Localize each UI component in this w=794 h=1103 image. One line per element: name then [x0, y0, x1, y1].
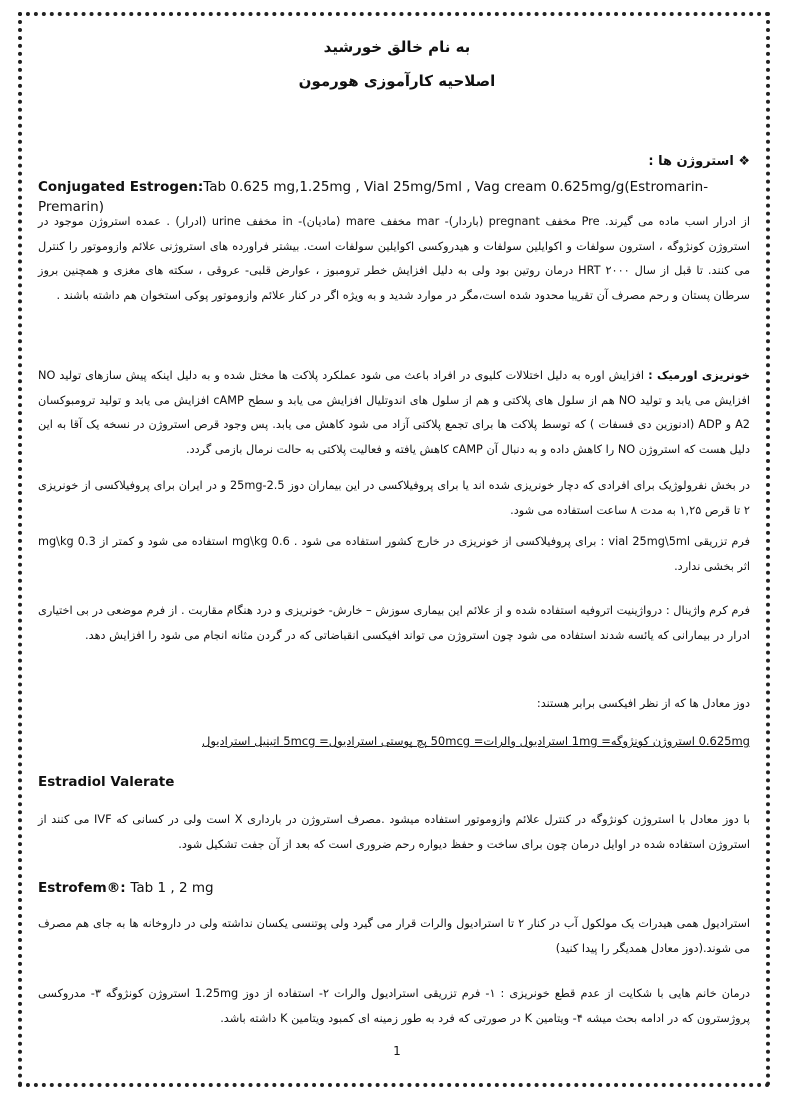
- paragraph-injectable: فرم تزریقی vial 25mg\5ml : برای پروفیلاکسی از خونریزی در خارج کشور استفاده می شود . 0.6 mg\kg استفاده می شود و کمتر از mg\kg 0.3 اثر بخشی ندارد.: [38, 535, 750, 573]
- section-heading-text: استروژن ها :: [648, 154, 734, 169]
- page-number: 1: [393, 1044, 401, 1058]
- estrofem-forms: Tab 1 , 2 mg: [130, 880, 214, 896]
- uremic-bleeding-text: افزایش اوره به دلیل اختلالات کلیوی در افراد باعث می شود عملکرد پلاکت ها مختل شده و به دلیل اینکه پیش سازهای تولید NO افزایش می یابد و تولید NO هم از سلول های پلاکتی و هم از سلول های اندوتلیال افزایش می یابد و سطح cAMP افزایش می یابد و تولید ترومبوکسان A2 و ADP (ادنوزین دی فسفات ) که توسط پلاکت ها برای تجمع پلاکتی آزاد می شود کاهش می یابد. پس وجود قرص استروژن در نسخه یک آقا به این دلیل هست که استروژن NO را کاهش داده و به دنبال آن cAMP کاهش یافته و فعالیت پلاکتی به حالت نرمال بازمی گردد.: [38, 369, 750, 456]
- diamond-bullet-icon: ❖: [738, 154, 750, 169]
- paragraph-uremic-bleeding: [38, 364, 750, 462]
- section-heading: [648, 154, 750, 169]
- paragraph-estradiol-hemihydrate: استرادیول همی هیدرات یک مولکول آب در کنار ۲ تا استرادیول والرات قرار می گیرد ولی پوتنسی یکسان نداشته ولی در داروخانه ها به جای هم مصرف می شوند.(دوز معادل همدیگر را پیدا کنید): [38, 917, 750, 955]
- header-line-2: اصلاحیه کارآموزی هورمون: [298, 72, 496, 90]
- conjugated-estrogen-forms: Tab 0.625 mg,1.25mg , Vial 25mg/5ml , Vag cream 0.625mg/g(Estromarin-Premarin): [38, 179, 709, 215]
- paragraph-dose-equivalents: دوز معادل ها که از نظر افیکسی برابر هستند:: [536, 697, 750, 710]
- paragraph-vaginal-cream: فرم کرم واژینال : درواژینیت اتروفیه استفاده شده و از علائم این بیماری سوزش – خارش- خونریزی و درد هنگام مقاربت . از فرم موضعی در بی اختیاری ادرار در بیمارانی که یائسه شدند استفاده می شود چون استروژن می تواند افیکسی انقباضاتی که در گردن مثانه انجام می شود را افزایش دهد.: [38, 604, 750, 642]
- estrofem-line: [38, 878, 750, 898]
- paragraph-bleeding-treatment: درمان خانم هایی با شکایت از عدم قطع خونریزی : ۱- فرم تزریقی استرادیول والرات ۲- استفاده از دوز 1.25mg استروژن کونژوگه ۳- مدروکسی پروژسترون که در ادامه بحث میشه ۴- ویتامین K در صورتی که فرد به طور زمینه ای کمبود ویتامین K داشته باشد.: [38, 987, 750, 1025]
- conjugated-estrogen-label: Conjugated Estrogen:: [38, 179, 204, 195]
- estradiol-valerate-heading: Estradiol Valerate: [38, 774, 175, 790]
- estrofem-label: Estrofem®:: [38, 880, 126, 896]
- uremic-bleeding-heading: خونریزی اورمیک :: [648, 369, 750, 382]
- paragraph-source: از ادرار اسب ماده می گیرند. Pre مخفف pregnant (باردار)- mar مخفف mare (مادیان)- in مخفف urine (ادرار) . عمده استروژن موجود در استروژن کونژوگه ، استرون سولفات و اکوایلین سولفات و هیدروکسی اکوایلین سولفات است. بیشتر فراورده های استروژنی علائم وازوموتور را کنترل می کنند. تا قبل از سال ۲۰۰۰ HRT درمان روتین بود ولی به دلیل افزایش خطر ترومبوز ، عوارض قلبی- عروقی ، سکته های مغزی و همچنین بروز سرطان پستان و رحم مصرف آن تقریبا محدود شده است،مگر در موارد شدید و به ویژه اگر در کنار علائم وازوموتور پوکی استخوان هم داشته باشند .: [38, 215, 751, 302]
- paragraph-nephrology: در بخش نفرولوژیک برای افرادی که دچار خونریزی شده اند یا برای پروفیلاکسی در این بیماران دوز 2.5-25mg و در ایران برای پروفیلاکسی از خونریزی ۲ تا قرص ۱,۲۵ به مدت ۸ ساعت استفاده می شود.: [38, 479, 751, 517]
- dose-equivalence-line: 0.625mg استروژن کونژوگه= 1mg استرادیول والرات= 50mcg پچ پوستی استرادیول= 5mcg اتینیل استرادیول: [201, 734, 750, 748]
- paragraph-estradiol-valerate: با دوز معادل با استروژن کونژوگه در کنترل علائم وازوموتور استفاده میشود .مصرف استروژن در بارداری X است ولی در کسانی که IVF می کنند از استروژن استفاده شده در اوایل درمان چون برای ساخت و حفظ دیواره رحم ضروری است که بعد از آن جفت تشکیل شود.: [38, 813, 750, 851]
- header-line-1: به نام خالق خورشید: [323, 38, 471, 56]
